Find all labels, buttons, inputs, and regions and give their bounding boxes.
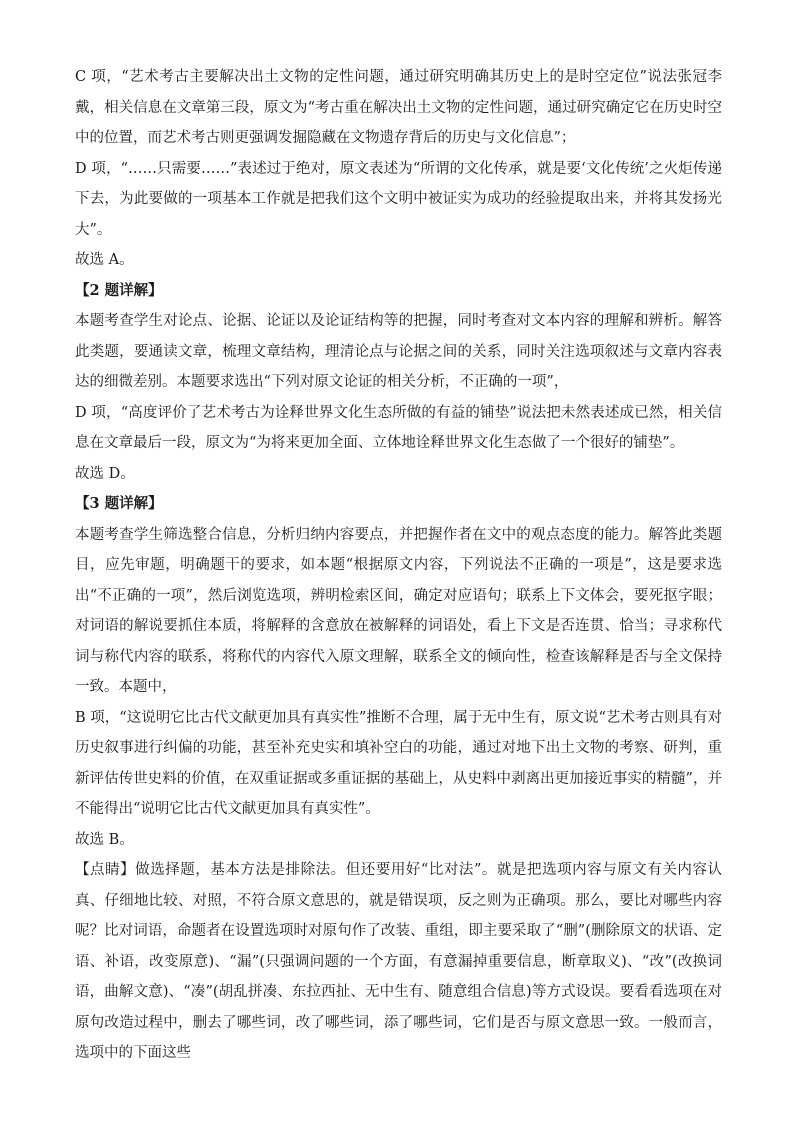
document-page bbox=[75, 62, 722, 1069]
paragraph-q2-analysis: 本题考查学生对论点、论据、论证以及论证结构等的把握，同时考查对文本内容的理解和辨析。解答此类题，要通读文章，梳理文章结构，理清论点与论据之间的关系，同时关注选项叙述与文章内容表达的细微差别。本题要求选出“下列对原文论证的相关分析，不正确的一项”， bbox=[75, 313, 722, 390]
paragraph-answer-b: 故选 B。 bbox=[75, 831, 134, 848]
paragraph-q3-option-b: B 项，“这说明它比古代文献更加具有真实性”推断不合理，属于无中生有，原文说“艺术考古则具有对历史叙事进行纠偏的功能，甚至补充史实和填补空白的功能，通过对地下出土文物的考察、研判，重新评估传世史料的价值，在双重证据或多重证据的基础上，从史料中剥离出更加接近事实的精髓”，并不能得出“说明它比古代文献更加具有真实性”。 bbox=[75, 709, 722, 817]
heading-q2-detail: 【2 题详解】 bbox=[75, 281, 163, 299]
paragraph-answer-a: 故选 A。 bbox=[75, 252, 134, 268]
paragraph-option-d: D 项，“……只需要……”表述过于绝对，原文表述为“所谓的文化传承，就是要‘文化传统’之火炬传递下去，为此要做的一项基本工作就是把我们这个文明中被证实为成功的经验提取出来，并将其发扬光大”。 bbox=[75, 160, 722, 238]
paragraph-option-c: C 项，“艺术考古主要解决出土文物的定性问题，通过研究明确其历史上的是时空定位”说法张冠李戴，相关信息在文章第三段，原文为“考古重在解决出土文物的定性问题，通过研究确定它在历史时空中的位置，而艺术考古则更强调发掘隐藏在文物遗存背后的历史与文化信息”； bbox=[75, 69, 722, 146]
paragraph-q3-analysis: 本题考查学生筛选整合信息，分析归纳内容要点，并把握作者在文中的观点态度的能力。解答此类题目，应先审题，明确题干的要求，如本题“根据原文内容，下列说法不正确的一项是”，这是要求选出“不正确的一项”，然后浏览选项，辨明检索区间，确定对应语句；联系上下文体会，要死抠字眼；对词语的解说要抓住本质，将解释的含意放在被解释的词语处，看上下文是否连贯、恰当；寻求称代词与称代内容的联系，将称代的内容代入原文理解，联系全文的倾向性，检查该解释是否与全文保持一致。本题中， bbox=[75, 526, 722, 695]
paragraph-answer-d: 故选 D。 bbox=[75, 465, 135, 482]
paragraph-tip: 【点睛】做选择题，基本方法是排除法。但还要用好“比对法”。就是把选项内容与原文有关内容认真、仔细地比较、对照，不符合原文意思的，就是错误项，反之则为正确项。那么，要比对哪些内容呢？比对词语，命题者在设置选项时对原句作了改装、重组，即主要采取了“删”(删除原文的状语、定语、补语，改变原意)、“漏”(只强调问题的一个方面，有意漏掉重要信息，断章取义)、“改”(改换词语，曲解文意)、“凑”(胡乱拼凑、东拉西扯、无中生有、随意组合信息)等方式设误。要看看选项在对原句改造过程中，删去了哪些词，改了哪些词，添了哪些词，它们是否与原文意思一致。一般而言，选项中的下面这些 bbox=[75, 862, 722, 1061]
paragraph-q2-option-d: D 项，“高度评价了艺术考古为诠释世界文化生态所做的有益的铺垫”说法把未然表述成已然，相关信息在文章最后一段，原文为“为将来更加全面、立体地诠释世界文化生态做了一个很好的铺垫”。 bbox=[75, 404, 722, 451]
heading-q3-detail: 【3 题详解】 bbox=[75, 495, 163, 512]
